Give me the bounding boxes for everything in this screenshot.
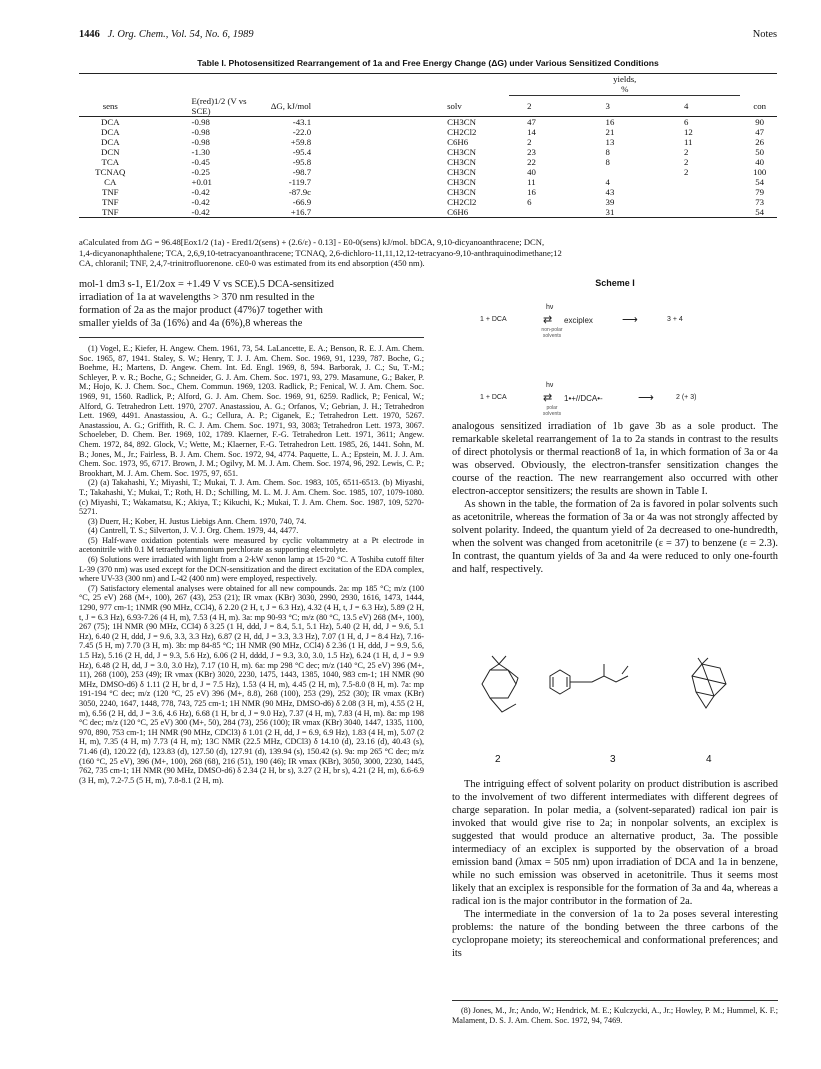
arrow-right-icon: ⟶: [638, 392, 654, 404]
cell-con: 79: [755, 187, 765, 197]
scheme-hv: hν: [546, 304, 554, 311]
cell-yield-3: 31: [586, 207, 664, 218]
cell-yield-4: [664, 197, 742, 207]
cell-yield-2: 2: [527, 137, 532, 147]
cell-solv: CH3CN: [447, 187, 476, 197]
structure-4-icon: [692, 658, 726, 708]
structure-2-icon: [482, 656, 518, 712]
structures-2-3-4: [452, 620, 778, 760]
table-row: [79, 147, 777, 157]
table-row: [79, 207, 777, 218]
table-row: [79, 197, 777, 207]
structure-label-3: 3: [610, 754, 616, 765]
cell-solv: CH2Cl2: [447, 197, 477, 207]
cell-yield-2: 6: [527, 197, 532, 207]
cell-yield-3: 8: [605, 147, 610, 157]
col-header-sens: sens: [79, 96, 142, 117]
col-header-solv: solv: [351, 96, 507, 117]
cell-dg: -22.0: [292, 127, 312, 137]
reference: (2) (a) Takahashi, Y.; Miyashi, T.; Mukai, T. J. Am. Chem. Soc. 1983, 105, 6511-6513. (b) Miyashi, T.; Takahashi, Y.; Mukai, T.; Roth, H. D.; Schilling, M. L. M. J. Am. Chem. Soc. 1985, 107, 1079-1080. (c) Miyashi, T.; Wakamatsu, K.; Akiya, T.; Kikuchi, K.; Mukai, T. J. Am. Chem. Soc. 1987, 109, 5270-5271.: [79, 478, 424, 517]
cell-sens: CA: [104, 177, 117, 187]
cell-solv: CH3CN: [447, 177, 476, 187]
cell-dg: -98.7: [292, 167, 312, 177]
table-row: [79, 167, 777, 177]
reference: (5) Half-wave oxidation potentials were measured by cyclic voltammetry at a Pt electrode in acetonitrile with 0.1 M tetraethylammonium perchlorate as supporting electrolyte.: [79, 535, 424, 555]
cell-ered: -1.30: [191, 147, 210, 157]
scheme-row-1: [452, 300, 778, 340]
cell-yield-4: [664, 177, 742, 187]
cell-ered: -0.98: [191, 137, 210, 147]
reference: (3) Duerr, H.; Kober, H. Justus Liebigs Ann. Chem. 1970, 740, 74.: [88, 516, 307, 526]
cell-yield-2: 22: [527, 157, 536, 167]
scheme-products: 2 (+ 3): [676, 394, 697, 401]
header-left: [79, 29, 254, 40]
cell-con: 50: [755, 147, 765, 157]
cell-ered: +0.01: [191, 177, 212, 187]
cell-ered: -0.25: [191, 167, 210, 177]
col-header-4: 4: [664, 96, 742, 117]
footnote-divider: [79, 337, 424, 338]
cell-yield-3: 43: [605, 187, 615, 197]
text-line: smaller yields of 3a (16%) and 4a (6%),8 whereas the: [79, 318, 303, 329]
cell-con: 40: [755, 157, 765, 167]
cell-dg: -43.1: [292, 117, 312, 127]
structure-3-icon: [550, 664, 628, 694]
cell-sens: DCA: [100, 117, 120, 127]
cell-yield-2: 16: [527, 187, 536, 197]
col-header-3: 3: [586, 96, 664, 117]
cell-yield-2: 23: [527, 147, 536, 157]
cell-yield-4: 11: [683, 137, 693, 147]
cell-solv: CH3CN: [447, 157, 476, 167]
cell-dg: -66.9: [292, 197, 312, 207]
cell-con: 47: [755, 127, 765, 137]
structure-label-2: 2: [495, 754, 501, 765]
table-row: [79, 127, 777, 137]
paragraph: The intermediate in the conversion of 1a to 2a poses several interesting problems: the nature of the bonding between the three carbons of the cyclopropane moiety; its stereochemical and conformational preferences; and its: [452, 909, 778, 959]
cell-dg: +59.8: [290, 137, 312, 147]
cell-con: 100: [753, 167, 767, 177]
cell-yield-4: [664, 207, 742, 218]
table-caption: Table I. Photosensitized Rearrangement of 1a and Free Energy Change (ΔG) under Various Sensitized Conditions: [197, 58, 659, 68]
col-header-2: 2: [507, 96, 585, 117]
scheme-intermediate: 1•+//DCA•-: [564, 394, 603, 403]
col-header-dg: ΔG, kJ/mol: [259, 96, 351, 117]
cell-yield-2: 14: [527, 127, 536, 137]
paragraph: As shown in the table, the formation of 2a is favored in polar solvents such as acetonitrile, whereas the formation of 3a or 4a was not strongly affected by solvent polarity. Indeed, the quantum yield of 2a decreased to one-hundredth, when the solvent was changed from acetonitrile (ε = 37) to benzene (ε = 2.3). In contrast, the quantum yields of 3a and 4a were reduced to only one-fourth and half, respectively.: [452, 499, 778, 575]
cell-dg: -87.9c: [288, 187, 312, 197]
cell-yield-2: [507, 207, 585, 218]
cell-sens: TNF: [79, 207, 142, 218]
cell-yield-3: 4: [605, 177, 610, 187]
cell-con: 73: [755, 197, 765, 207]
arrow-right-icon: ⟶: [622, 314, 638, 326]
text-line: irradiation of 1a at wavelengths > 370 nm resulted in the: [79, 292, 315, 303]
table-row: [79, 117, 777, 128]
cell-ered: -0.42: [191, 187, 210, 197]
scheme-equilibrium-arrow: ⇄: [543, 392, 553, 404]
page-number: 1446: [79, 29, 100, 40]
reference: (8) Jones, M., Jr.; Ando, W.; Hendrick, M. E.; Kulczycki, A., Jr.; Howley, P. M.; Hummel, K. F.; Malament, D. S. J. Am. Chem. Soc. 1972, 94, 7469.: [452, 1006, 778, 1025]
cell-sens: DCA: [100, 137, 120, 147]
footnote-line: 1,4-dicyanonaphthalene; TCA, 2,6,9,10-tetracyanoanthracene; TCNAQ, 2,6-dichloro-11,11,12,12-tetracyano-9,10-anthraquinodimethane;12: [79, 247, 562, 258]
cell-yield-3: 13: [605, 137, 615, 147]
cell-ered: -0.98: [191, 117, 210, 127]
cell-yield-3: [586, 167, 664, 177]
col-header-ered: E(red)1/2 (V vs SCE): [142, 96, 259, 117]
journal-citation: J. Org. Chem., Vol. 54, No. 6, 1989: [107, 29, 254, 40]
cell-yield-4: 2: [683, 147, 689, 157]
scheme-hv: hν: [546, 382, 554, 389]
scheme-reactants: 1 + DCA: [480, 394, 507, 401]
cell-con: 26: [755, 137, 765, 147]
cell-yield-4: 2: [683, 157, 689, 167]
cell-dg: +16.7: [259, 207, 351, 218]
structure-label-4: 4: [706, 754, 712, 765]
text-line: mol-1 dm3 s-1, E1/2ox = +1.49 V vs SCE).5 DCA-sensitized: [79, 279, 334, 290]
cell-ered: -0.42: [142, 207, 259, 218]
left-column-text: [79, 278, 424, 330]
cell-yield-4: 12: [683, 127, 693, 137]
text-line: formation of 2a as the major product (47%)7 together with: [79, 305, 323, 316]
cell-con: 90: [755, 117, 765, 127]
cell-dg: -95.8: [292, 157, 312, 167]
scheme-reactants: 1 + DCA: [480, 316, 507, 323]
cell-solv: CH3CN: [447, 167, 476, 177]
scheme-equilibrium-arrow: ⇄: [543, 314, 553, 326]
cell-solv: CH3CN: [447, 147, 476, 157]
cell-con: 54: [742, 207, 777, 218]
cell-sens: DCA: [100, 127, 120, 137]
cell-ered: -0.45: [191, 157, 210, 167]
cell-sens: TCA: [101, 157, 120, 167]
footnote-line: CA, chloranil; TNF, 2,4,7-trinitrofluorenone. cE0-0 was estimated from its end absorption (450 nm).: [79, 258, 425, 268]
cell-solv: CH2Cl2: [447, 127, 477, 137]
section-label: Notes: [752, 29, 777, 40]
page-header: [79, 29, 777, 45]
cell-sens: TNF: [101, 197, 119, 207]
cell-yield-2: 47: [527, 117, 536, 127]
cell-yield-4: 6: [683, 117, 689, 127]
reference: (7) Satisfactory elemental analyses were obtained for all new compounds. 2a: mp 185 °C; m/z (100 °C, 25 eV) 268 (M+, 100), 267 (43), 253 (21); IR νmax (KBr) 3030, 2990, 2930, 1616, 1473, 1444, 1290, 977 cm-1; 1NMR (90 MHz, CCl4), δ 2.20 (2 H, t, J = 6.3 Hz), 4.32 (4 H, t, J = 6.3 Hz), 5.89 (2 H, t, J = 6.3 Hz), 6.93-7.26 (4 H, m), 7.53 (4 H, m). 3a: mp 90-93 °C; m/z (80 °C, 13.5 eV) 268 (M+, 100), 267 (75); 1H NMR (90 MHz, CCl4) δ 3.25 (1 H, ddd, J = 8.4, 5.1, 5.1 Hz), 5.40 (2 H, dd, J = 9.6, 5.1 Hz), 6.40 (2 H, ddd, J = 9.6, 3.3, 3.3 Hz), 6.87 (2 H, dd, J = 3.3, 3.3 Hz), 7.07 (1 H, d, J = 8.4 Hz), 7.16-7.45 (5 H, m) 7.70 (3 H, m). 3b: mp 84-85 °C; 1H NMR (90 MHz, CCl4) δ 2.36 (1 H, ddd, J = 9.9, 5.6, 1.5 Hz), 5.16 (2 H, dd, J = 9.3, 5.6 Hz), 6.06 (2 H, dddd, J = 9.3, 3.0, 3.0, 1.5 Hz), 6.24 (1 H, d, J = 9.9 Hz), 6.48 (2 H, dd, J = 3.0, 3.0 Hz), 7.17 (10 H, m). 6a: mp 298 °C dec; m/z (140 °C, 25 eV) 396 (M+, 11), 268 (100), 253 (49); IR νmax (KBr) 3020, 2230, 1475, 1443, 1385, 1040, 983 cm-1; 1H NMR (90 MHz, DMSO-d6) δ 1.11 (2 H, br d, J = 7.5 Hz), 1.53 (4 H, m), 4.45 (2 H, m), 7.5-8.0 (8 H, m). 7a: mp 191-194 °C dec; m/z (120 °C, 25 eV) 396 (M+, 8.8), 268 (100), 253 (29), 252 (30); IR νmax (KBr) 3050, 2240, 1647, 1448, 778, 743, 725 cm-1; 1H NMR (90 MHz, DMSO-d6) δ 2.08 (3 H, m), 4.55 (2 H, m), 6.56 (2 H, dd, J = 3.6, 4.6 Hz), 6.68 (1 H, br d, J = 9.0 Hz), 7.37 (4 H, m), 7.83 (4 H, m). 8a: mp 198 °C dec; m/z (120 °C, 25 eV) 300 (M+, 50), 284 (73), 256 (100); IR νmax (KBr) 3040, 1447, 1335, 1100, 970, 890, 753 cm-1; 1H NMR (90 MHz, CDCl3) δ 1.01 (2 H, dd, J = 6.9, 6.9 Hz), 1.83 (4 H, m), 5.07 (2 H, m), 7.35 (4 H, m) 7.73 (4 H, m); 13C NMR (22.5 MHz, CDCl3) δ 14.10 (d), 23.16 (d), 40.43 (s), 71.46 (d), 120.22 (d), 123.83 (d), 127.50 (d), 127.91 (d), 139.94 (s), 150.42 (s). 9a: mp 265 °C dec; m/z (160 °C, 25 eV), 396 (M+, 100), 268 (68), 216 (51), 190 (46); IR νmax (KBr), 3050, 3000, 2230, 1445, 762, 735 cm-1; 1H NMR (90 MHz, DMSO-d6) δ 2.34 (2 H, br s), 3.27 (2 H, br s), 4.21 (2 H, m), 6.6-6.9 (3 H, m), 7.2-7.5 (5 H, m), 7.8-8.1 (2 H, m).: [79, 583, 424, 785]
table-row: [79, 187, 777, 197]
scheme-products: 3 + 4: [667, 316, 683, 323]
cell-yield-3: 39: [605, 197, 615, 207]
cell-dg: -95.4: [292, 147, 312, 157]
table-row: [79, 137, 777, 147]
cell-yield-2: 40: [527, 167, 536, 177]
col-header-con: con: [742, 96, 777, 117]
paragraph: The intriguing effect of solvent polarity on product distribution is ascribed to the involvement of two different intermediates with different degrees of charge separation. In polar media, a (solvent-separated) radical ion pair is invoked that would give rise to 2a; in nonpolar solvents, an exciplex is suggested that would produce an alternative product, 3a. The possible intermediacy of an exciplex is supported by the observation of a broad emission band (λmax = 505 nm) upon irradiation of DCA and 1a in benzene, while no such emission was observed in acetonitrile. Thus it seems most likely that an exciplex is responsible for the formation of 3a and 4a, whereas a radical ion is the major contributor in the formation of 2a.: [452, 779, 778, 907]
table-footnotes: [79, 237, 777, 269]
reference: (4) Cantrell, T. S.; Silverton, J. V. J. Org. Chem. 1979, 44, 4477.: [88, 526, 299, 536]
cell-yield-3: 21: [605, 127, 615, 137]
reference: (1) Vogel, E.; Kiefer, H. Angew. Chem. 1961, 73, 54. LaLancette, E. A.; Benson, R. E. J. Am. Chem. Soc. 1965, 87, 1941. Staley, S. W.; Henry, T. J. J. Am. Chem. Soc. 1969, 91, 1239, 787. Boche, G.; Boehme, H.; Martens, D. Angew. Chem. Int. Ed. Engl. 1969, 8, 594. Barborak, J. C.; Su, T.-M.; Schleyer, P. v. R.; Boche, G.; Schneider, G. J. Am. Chem. Soc. 1971, 93, 279. Masamune, G.; Baker, P. M.; Hojo, K. J. Chem. Soc., Chem. Commun. 1969, 1203. Radlick, P.; Fenical, W. J. Am. Chem. Soc. 1969, 91, 1560. Radlick, P.; Alford, G. J. Am. Chem. Soc. 1969, 91, 6259. Radlick, P.; Fenical, W.; Alford, G. Tetrahedron Lett. 1970, 2707. Anastassiou, A. G.; Orfanos, V.; Gebrian, J. H.; Tetrahedron Lett. 1969, 4491. Anastassiou, A. G.; Cellura, A. P.; Ciganek, E.; Tetrahedron Lett. 1970, 5267. Anastassiou, A. G.; Griffith, R. C. J. Am. Chem. Soc. 1971, 93, 3083; Tetrahedron Lett. 1973, 3067. Schoeleber, D. Chem. Ber. 1969, 102, 1789. Klaerner, F.-G. Tetrahedron Lett. 1971, 3611; Angew. Chem. 1972, 84, 892. Glock, V.; Wette, M.; Klaerner, F.-G. Tetrahedron Lett. 1985, 26, 1441. Sohn, M. B.; Jones, M., Jr.; Fairless, B. J. Am. Chem. Soc. 1972, 94, 4774. Paquette, L. A.; Epstein, M. J. J. Am. Chem. Soc. 1973, 95, 6717. Brown, J. M.; Ogilvy, M. M. J. Am. Chem. Soc. 1974, 96, 292. Lewis, C. P.; Brookhart, M. J. Am. Chem. Soc. 1975, 97, 651.: [79, 344, 424, 478]
scheme-row-2: [452, 378, 778, 418]
scheme-intermediate: exciplex: [564, 316, 593, 325]
reference: (6) Solutions were irradiated with light from a 2-kW xenon lamp at 15-20 °C. A Toshiba cutoff filter L-39 (370 nm) was used except for the DCN-sensitization and the direct excitation of the EDA complex, where UV-33 (300 nm) and L-42 (400 nm) were employed, respectively.: [79, 555, 424, 584]
right-column-paragraphs-1: [452, 420, 778, 576]
cell-sens: TNF: [101, 187, 119, 197]
cell-solv: C6H6: [447, 137, 469, 147]
table-row: [79, 177, 777, 187]
right-column-paragraphs-2: [452, 778, 778, 960]
cell-sens: TCNAQ: [95, 167, 126, 177]
results-table: [79, 73, 777, 218]
cell-yield-3: 16: [605, 117, 615, 127]
cell-solv: CH3CN: [447, 117, 476, 127]
scheme-condition: polar solvents: [542, 405, 562, 417]
yields-group-header: yields, %: [507, 74, 742, 97]
footnote-divider: [452, 1000, 778, 1001]
cell-yield-3: 8: [605, 157, 610, 167]
scheme-condition: non-polar solvents: [541, 327, 563, 339]
table-body: [79, 117, 777, 218]
cell-yield-4: [664, 187, 742, 197]
right-footnote: [452, 1006, 778, 1025]
scheme-title: Scheme I: [595, 278, 635, 288]
cell-dg: -119.7: [288, 177, 312, 187]
footnote-line: aCalculated from ΔG = 96.48[Eox1/2 (1a) - Ered1/2(sens) + (2.6/ε) - 0.13] - E0-0(sens) kJ/mol. bDCA, 9,10-dicyanoanthracene; DCN,: [79, 237, 545, 247]
cell-yield-2: 11: [527, 177, 536, 187]
left-references: [79, 344, 424, 785]
cell-ered: -0.42: [191, 197, 210, 207]
cell-ered: -0.98: [191, 127, 210, 137]
cell-solv: C6H6: [351, 207, 507, 218]
paragraph: analogous sensitized irradiation of 1b gave 3b as a sole product. The remarkable skeletal rearrangement of 1a to 2a stands in contrast to the results of direct photolysis or thermal reaction8 of 1a, in which formation of 3a or 4a was observed. Obviously, the electron-transfer sensitization changes the course of the reaction. The new rearrangement also occurred with other electron-acceptor sensitizers; the results are shown in Table I.: [452, 421, 778, 497]
cell-yield-4: 2: [683, 167, 689, 177]
cell-con: 54: [755, 177, 765, 187]
table-row: [79, 157, 777, 167]
cell-sens: DCN: [100, 147, 120, 157]
